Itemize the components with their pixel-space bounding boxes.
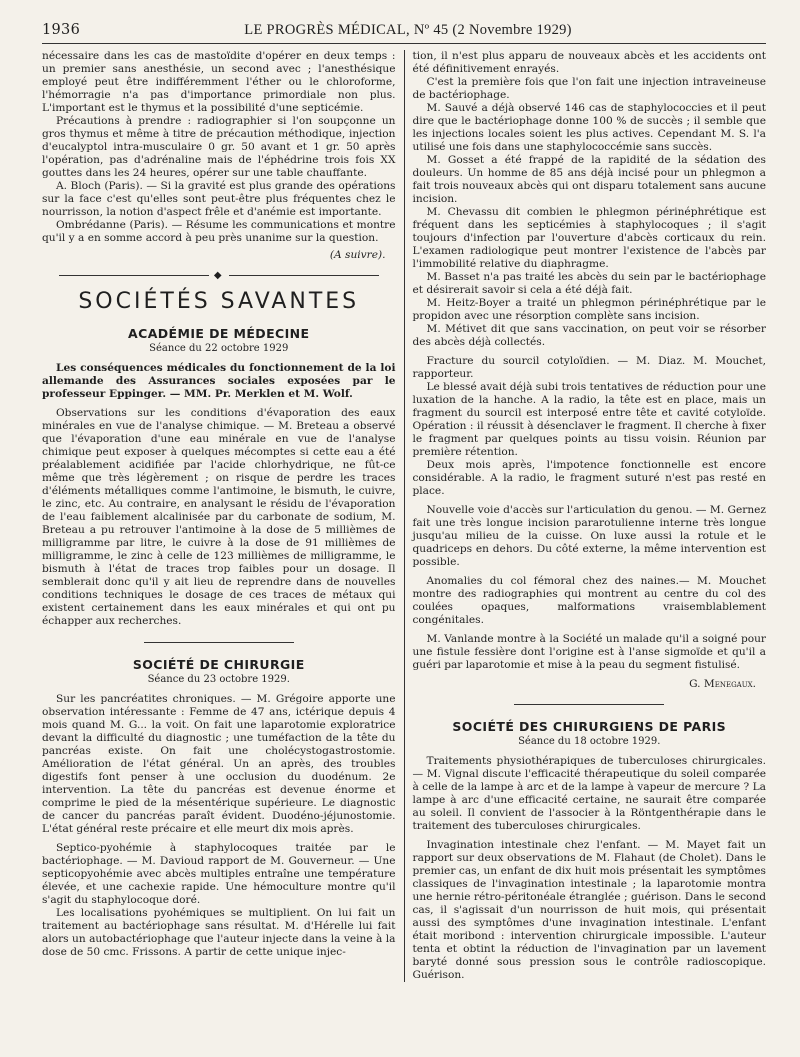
article-paragraph: M. Vanlande montre à la Société un malade qu'il a soigné pour une fistule fessière dont l'origine est à l'anse sigmoïde et qu'il a guéri par laparotomie et mise à la peau du segment fistulisé.: [412, 633, 766, 671]
intro-paragraph: Ombrédanne (Paris). — Résume les communications et montre qu'il y a en somme accord à peu près unanime sur la question.: [42, 219, 396, 244]
article-paragraph: Deux mois après, l'impotence fonctionnelle est encore considérable. A la radio, le fragment suturé n'est pas resté en place.: [412, 459, 766, 497]
right-column: [404, 50, 767, 982]
header-rule: [42, 43, 766, 44]
article-paragraph: Septico-pyohémie à staphylocoques traitée par le bactériophage. — M. Davioud rapport de M. Gouverneur. — Une septicopyohémie avec abcès multiples entraîne une température élevée, et une cachexie rapide. Une hémoculture montre qu'il s'agit du staphylocoque doré.: [42, 842, 396, 906]
academie-title: ACADÉMIE DE MÉDECINE: [128, 326, 310, 341]
academie-session: Séance du 22 octobre 1929: [149, 343, 289, 354]
article-paragraph: Le blessé avait déjà subi trois tentatives de réduction pour une luxation de la hanche. A la radio, la tête est en place, mais un fragment du sourcil est interposé entre tête et cavité cotyloïde. Opération : il réussit à désenclaver le fragment. Il cherche à fixer le fragment par quelques points au tissu voisin. Réunion par première rétention.: [412, 381, 766, 458]
divider: [144, 642, 294, 643]
left-column: [42, 50, 396, 982]
intro-paragraph: A. Bloch (Paris). — Si la gravité est plus grande des opérations sur la face c'est qu'elles sont peut-être plus fréquentes chez le nourrisson, la notion d'aspect frêle et d'anémie est importante.: [42, 180, 396, 218]
article-paragraph: M. Basset n'a pas traité les abcès du sein par le bactériophage et désirerait savoir si cela a été déjà fait.: [412, 271, 766, 296]
intro-paragraph: Précautions à prendre : radiographier si l'on soupçonne un gros thymus et même à titre de précaution méthodique, injection d'eucalyptol intra-musculaire 0 gr. 50 avant et 1 gr. 50 après l'opération, pas d'adrénaline mais de l'éphédrine trois fois XX gouttes dans les 24 heures, opérer sur une table chauffante.: [42, 115, 396, 179]
article-paragraph: tion, il n'est plus apparu de nouveaux abcès et les accidents ont été définitivement enrayés.: [412, 50, 766, 75]
article-paragraph: Observations sur les conditions d'évaporation des eaux minérales en vue de l'analyse chimique. — M. Breteau a observé que l'évaporation d'une eau minérale en vue de l'analyse chimique peut exposer à quelques mécomptes si cette eau a été préalablement acidifiée par l'acide chlorhydrique, ne fût-ce même que très légèrement ; on risque de perdre les traces d'éléments métalliques comme l'antimoine, le bismuth, le cuivre, le zinc, etc. Au contraire, en analysant le résidu de l'évaporation de l'eau faiblement alcalinisée par du carbonate de sodium, M. Breteau a pu retrouver l'antimoine à la dose de 5 millièmes de milligramme par litre, le cuivre à la dose de 91 millièmes de milligramme, le zinc à celle de 123 millièmes de milligramme, le bismuth à l'état de traces trop faibles pour un dosage. Il semblerait donc qu'il y ait lieu de reprendre dans de nouvelles conditions techniques le dosage de ces traces de métaux qui existent certainement dans les eaux minérales et qui ont pu échapper aux recherches.: [42, 407, 396, 627]
section-title: SOCIÉTÉS SAVANTES: [78, 289, 360, 314]
article-paragraph: M. Sauvé a déjà observé 146 cas de staphylococcies et il peut dire que le bactériophage donne 100 % de succès ; il semble que les injections locales soient les plus actives. Cependant M. S. l'a utilisé une fois dans une staphylococcémie sans succès.: [412, 102, 766, 153]
article-paragraph: Anomalies du col fémoral chez des naines.— M. Mouchet montre des radiographies qui montrent au centre du col des coulées opaques, malformations vraisemblablement congénitales.: [412, 575, 766, 626]
chirurgiens-session: Séance du 18 octobre 1929.: [518, 736, 661, 747]
chirurgiens-title: SOCIÉTÉ DES CHIRURGIENS DE PARIS: [452, 719, 727, 734]
page-header: [42, 22, 766, 39]
article-paragraph: Nouvelle voie d'accès sur l'articulation du genou. — M. Gernez fait une très longue incision pararotulienne interne très longue jusqu'au milieu de la cuisse. On luxe aussi la rotule et le quadriceps en dehors. Du côté externe, la même intervention est possible.: [412, 504, 766, 568]
journal-title: LE PROGRÈS MÉDICAL, Nº 45 (2 Novembre 1929): [244, 22, 572, 38]
article-heading: Fracture du sourcil cotyloïdien. — M. Diaz. M. Mouchet, rapporteur.: [412, 355, 766, 380]
article-paragraph: M. Gosset a été frappé de la rapidité de la sédation des douleurs. Un homme de 85 ans déjà incisé pour un phlegmon a fait trois nouveaux abcès qui ont disparu totalement sans aucune incision.: [412, 154, 766, 205]
article-paragraph: M. Heitz-Boyer a traité un phlegmon périnéphrétique par le propidon avec une résorption complète sans incision.: [412, 297, 766, 322]
article-paragraph: M. Métivet dit que sans vaccination, on peut voir se résorber des abcès déjà collectés.: [412, 323, 766, 348]
signature: G. Menegaux.: [689, 678, 756, 690]
a-suivre: (A suivre).: [329, 249, 386, 261]
article-paragraph: C'est la première fois que l'on fait une injection intraveineuse de bactériophage.: [412, 76, 766, 101]
chirurgie-title: SOCIÉTÉ DE CHIRURGIE: [132, 657, 305, 672]
divider: [514, 704, 664, 705]
page-number: 1936: [42, 22, 81, 38]
article-paragraph: Les conséquences médicales du fonctionnement de la loi allemande des Assurances sociales exposées par le professeur Eppinger. — MM. Pr. Merklen et M. Wolf.: [42, 362, 396, 400]
intro-paragraph: nécessaire dans les cas de mastoïdite d'opérer en deux temps : un premier sans anesthésie, un second avec ; l'anesthésique employé peut être indifféremment l'éther ou le chloroforme, l'hémorragie n'a pas d'importance primordiale non plus. L'important est le thymus et la possibilité d'une septicémie.: [42, 50, 396, 114]
article-paragraph: M. Chevassu dit combien le phlegmon périnéphrétique est fréquent dans les septicémies à staphylocoques ; il s'agit toujours d'infection par l'ouverture d'abcès corticaux du rein. L'examen radiologique peut montrer l'existence de l'abcès par l'immobilité relative du diaphragme.: [412, 206, 766, 270]
article-paragraph: Traitements physiothérapiques de tuberculoses chirurgicales. — M. Vignal discute l'efficacité thérapeutique du soleil comparée à celle de la lampe à arc et de la lampe à vapeur de mercure ? La lampe à arc d'une efficacité certaine, ne saurait être comparée au soleil. Il convient de l'associer à la Röntgenthérapie dans le traitement des tuberculoses chirurgicales.: [412, 755, 766, 832]
article-paragraph: Sur les pancréatites chroniques. — M. Grégoire apporte une observation intéressante : Femme de 47 ans, ictérique depuis 4 mois quand M. G... la voit. On fait une laparotomie exploratrice devant la difficulté du diagnostic ; une tuméfaction de la tête du pancréas existe. On fait une cholécystogastrostomie. Amélioration de l'état général. Un an après, des troubles digestifs font penser à une occlusion du duodénum. 2e intervention. La tête du pancréas est devenue énorme et comprime le pied de la mésentérique supérieure. Le diagnostic de cancer du pancréas paraît évident. Duodéno-jéjunostomie. L'état général reste précaire et elle meurt dix mois après.: [42, 693, 396, 835]
article-paragraph: Les localisations pyohémiques se multiplient. On lui fait un traitement au bactériophage sans résultat. M. d'Hérelle lui fait alors un autobactériophage que l'auteur injecte dans la veine à la dose de 50 cmc. Frissons. A partir de cette unique injec-: [42, 907, 396, 958]
chirurgie-session: Séance du 23 octobre 1929.: [147, 674, 290, 685]
article-paragraph: Invagination intestinale chez l'enfant. — M. Mayet fait un rapport sur deux observations de M. Flahaut (de Cholet). Dans le premier cas, un enfant de dix huit mois présentait les symptômes classiques de l'invagination intestinale ; la laparotomie montra une hernie rétro-péritonéale étranglée ; guérison. Dans le second cas, il s'agissait d'un nourrisson de huit mois, qui présentait aussi des symptômes d'une invagination intestinale. L'enfant était moribond : intervention chirurgicale impossible. L'auteur tenta et obtint la réduction de l'invagination par un lavement baryté donné sous pression sous le contrôle radioscopique. Guérison.: [412, 839, 766, 981]
ornament-divider: ◆: [42, 270, 396, 281]
